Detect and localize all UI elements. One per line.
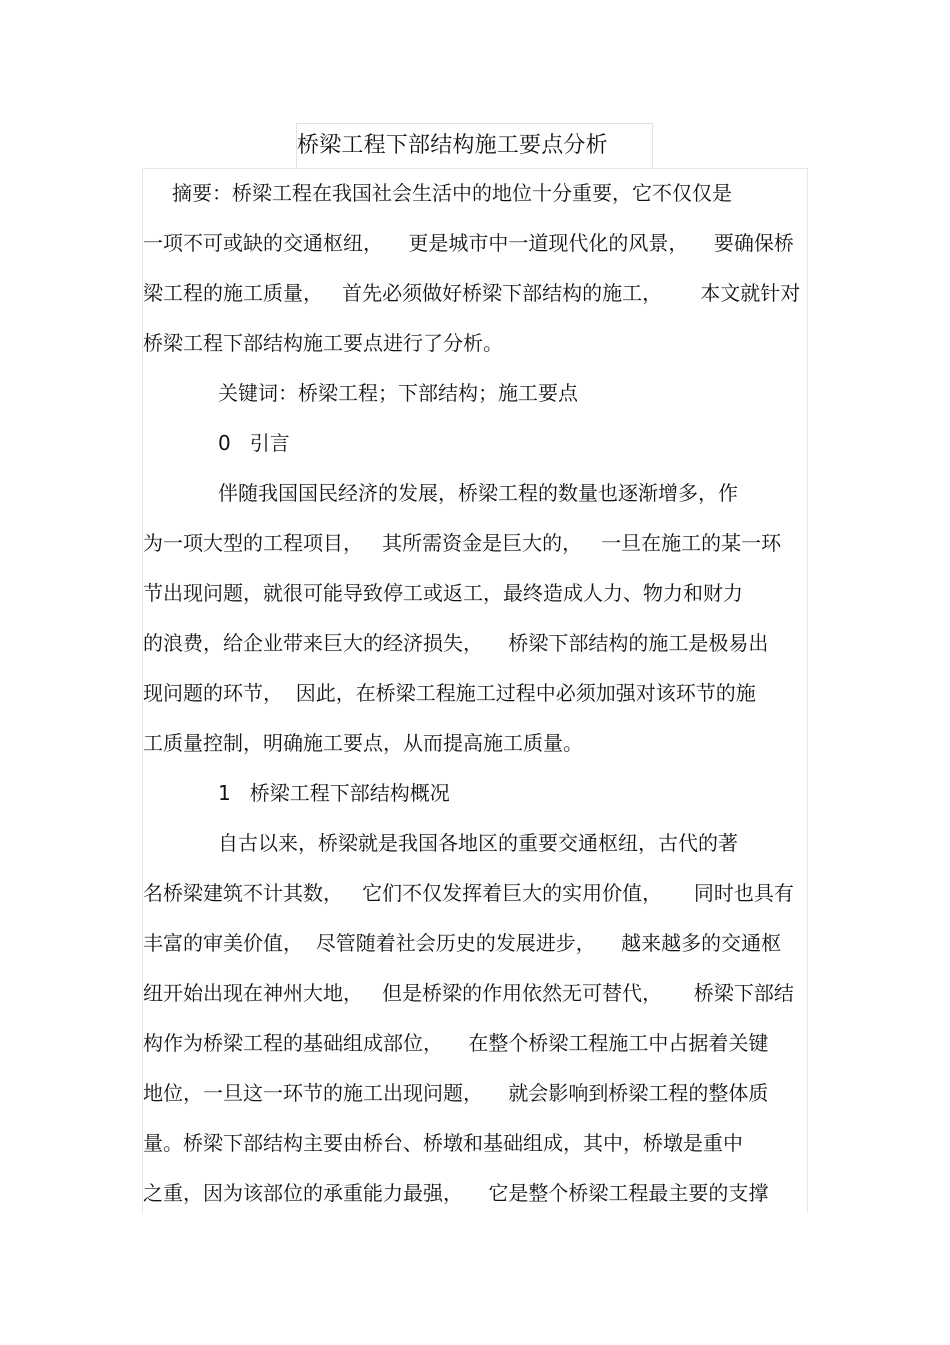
paragraph-line: 量。桥梁下部结构主要由桥台、桥墩和基础组成，其中，桥墩是重中 xyxy=(143,1131,743,1155)
section-heading-1: 1 桥梁工程下部结构概况 xyxy=(218,781,450,805)
paragraph-line: 丰富的审美价值， 尽管随着社会历史的发展进步， 越来越多的交通枢 xyxy=(143,931,782,955)
paragraph-line: 伴随我国国民经济的发展，桥梁工程的数量也逐渐增多，作 xyxy=(218,481,738,505)
paragraph-line: 之重，因为该部位的承重能力最强， 它是整个桥梁工程最主要的支撑 xyxy=(143,1181,769,1205)
document-title: 桥梁工程下部结构施工要点分析 xyxy=(297,133,608,158)
section-heading-intro: 0 引言 xyxy=(218,431,290,455)
paragraph-line: 为一项大型的工程项目， 其所需资金是巨大的， 一旦在施工的某一环 xyxy=(143,531,782,555)
paragraph-line: 的浪费，给企业带来巨大的经济损失， 桥梁下部结构的施工是极易出 xyxy=(143,631,769,655)
paragraph-line: 现问题的环节， 因此，在桥梁工程施工过程中必须加强对该环节的施 xyxy=(143,681,756,705)
abstract-line-4: 桥梁工程下部结构施工要点进行了分析。 xyxy=(143,331,503,355)
paragraph-line: 构作为桥梁工程的基础组成部位， 在整个桥梁工程施工中占据着关键 xyxy=(143,1031,769,1055)
abstract-line-1: 摘要：桥梁工程在我国社会生活中的地位十分重要，它不仅仅是 xyxy=(172,181,732,205)
paragraph-line: 自古以来，桥梁就是我国各地区的重要交通枢纽，古代的著 xyxy=(218,831,738,855)
keywords-line: 关键词：桥梁工程；下部结构；施工要点 xyxy=(218,381,578,405)
paragraph-line: 纽开始出现在神州大地， 但是桥梁的作用依然无可替代， 桥梁下部结 xyxy=(143,981,794,1005)
paragraph-line: 工质量控制，明确施工要点，从而提高施工质量。 xyxy=(143,731,583,755)
abstract-line-3: 梁工程的施工质量， 首先必须做好桥梁下部结构的施工， 本文就针对 xyxy=(143,281,801,305)
paragraph-line: 名桥梁建筑不计其数， 它们不仅发挥着巨大的实用价值， 同时也具有 xyxy=(143,881,794,905)
paragraph-line: 地位，一旦这一环节的施工出现问题， 就会影响到桥梁工程的整体质 xyxy=(143,1081,769,1105)
abstract-line-2: 一项不可或缺的交通枢纽， 更是城市中一道现代化的风景， 要确保桥 xyxy=(143,231,794,255)
paragraph-line: 节出现问题，就很可能导致停工或返工，最终造成人力、物力和财力 xyxy=(143,581,743,605)
